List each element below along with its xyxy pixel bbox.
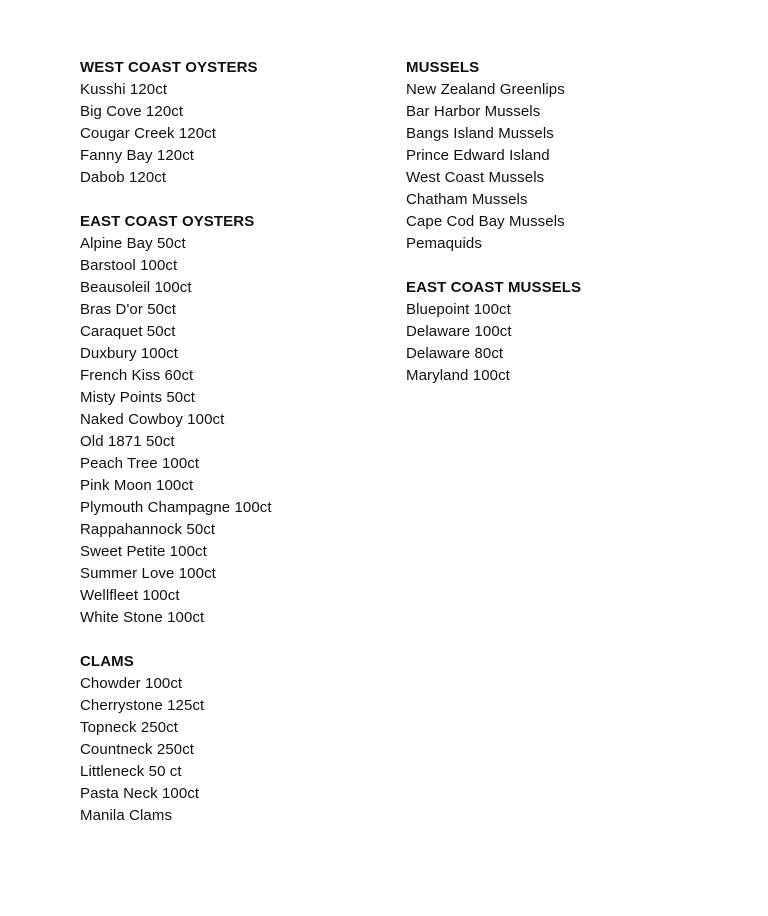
section-west-coast-oysters — [80, 57, 380, 189]
list-item: Bar Harbor Mussels — [406, 103, 541, 120]
right-column — [406, 57, 736, 409]
section-title: EAST COAST OYSTERS — [80, 213, 255, 230]
list-item: Dabob 120ct — [80, 169, 167, 186]
list-item: Manila Clams — [80, 807, 173, 824]
list-item: Chatham Mussels — [406, 191, 528, 208]
list-item: Duxbury 100ct — [80, 345, 179, 362]
list-item: Prince Edward Island — [406, 147, 550, 164]
section-title: EAST COAST MUSSELS — [406, 279, 582, 296]
list-item: Old 1871 50ct — [80, 433, 175, 450]
list-item: Sweet Petite 100ct — [80, 543, 207, 560]
list-item: Pasta Neck 100ct — [80, 785, 200, 802]
list-item: Rappahannock 50ct — [80, 521, 216, 538]
list-item: Kusshi 120ct — [80, 81, 168, 98]
list-item: Big Cove 120ct — [80, 103, 184, 120]
list-item: Fanny Bay 120ct — [80, 147, 195, 164]
list-item: Cougar Creek 120ct — [80, 125, 217, 142]
list-item: Naked Cowboy 100ct — [80, 411, 225, 428]
list-item: Plymouth Champagne 100ct — [80, 499, 272, 516]
list-item: Bras D'or 50ct — [80, 301, 176, 318]
list-item: Barstool 100ct — [80, 257, 178, 274]
list-item: Cherrystone 125ct — [80, 697, 205, 714]
list-item: Chowder 100ct — [80, 675, 183, 692]
section-mussels — [406, 57, 736, 255]
list-item: Beausoleil 100ct — [80, 279, 192, 296]
list-item: West Coast Mussels — [406, 169, 545, 186]
section-clams — [80, 651, 380, 827]
list-item: Peach Tree 100ct — [80, 455, 200, 472]
left-column — [80, 57, 380, 849]
list-item: Bangs Island Mussels — [406, 125, 554, 142]
section-title: WEST COAST OYSTERS — [80, 59, 258, 76]
list-item: White Stone 100ct — [80, 609, 205, 626]
section-east-coast-oysters — [80, 211, 380, 629]
list-item: Pink Moon 100ct — [80, 477, 194, 494]
list-item: French Kiss 60ct — [80, 367, 194, 384]
list-item: Wellfleet 100ct — [80, 587, 180, 604]
list-item: Topneck 250ct — [80, 719, 179, 736]
list-item: Caraquet 50ct — [80, 323, 176, 340]
list-item: Countneck 250ct — [80, 741, 195, 758]
list-item: New Zealand Greenlips — [406, 81, 565, 98]
list-item: Pemaquids — [406, 235, 482, 252]
section-title: CLAMS — [80, 653, 134, 670]
list-item: Summer Love 100ct — [80, 565, 216, 582]
section-title: MUSSELS — [406, 59, 480, 76]
list-item: Littleneck 50 ct — [80, 763, 182, 780]
list-item: Maryland 100ct — [406, 367, 510, 384]
list-item: Delaware 80ct — [406, 345, 504, 362]
section-east-coast-mussels — [406, 277, 736, 387]
list-item: Alpine Bay 50ct — [80, 235, 186, 252]
list-item: Bluepoint 100ct — [406, 301, 511, 318]
list-item: Cape Cod Bay Mussels — [406, 213, 565, 230]
list-item: Misty Points 50ct — [80, 389, 196, 406]
list-item: Delaware 100ct — [406, 323, 512, 340]
